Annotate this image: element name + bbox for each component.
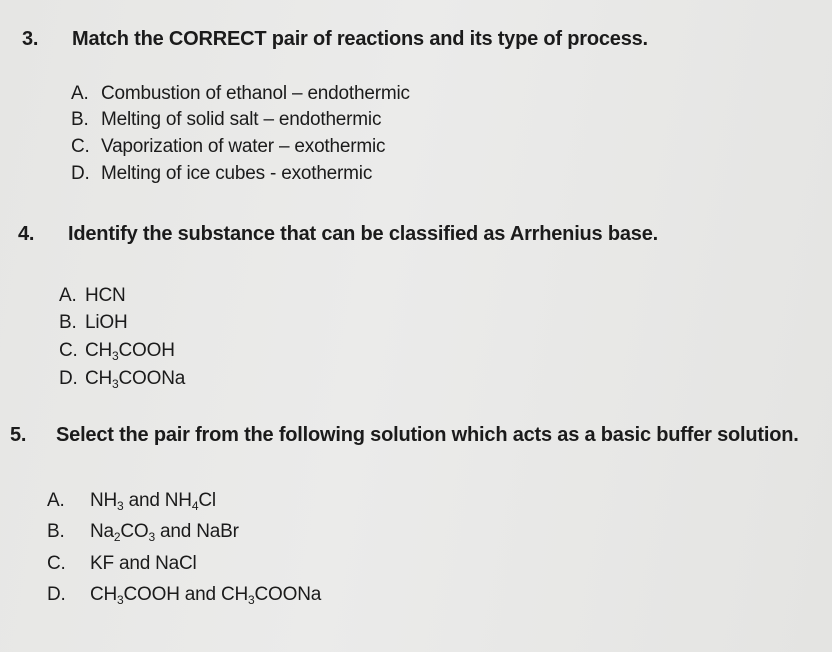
option-d[interactable] [59, 368, 185, 390]
question-3-stem [22, 28, 648, 51]
formula-text: COOH [118, 340, 175, 361]
option-c[interactable] [59, 340, 175, 362]
subscript: 2 [113, 530, 121, 544]
option-b[interactable] [47, 521, 239, 543]
option-a[interactable] [47, 490, 216, 512]
subscript: 3 [112, 377, 119, 391]
option-letter: B. [59, 312, 77, 333]
subscript: 4 [191, 499, 199, 513]
option-letter: C. [47, 553, 66, 574]
option-a[interactable] [71, 83, 410, 105]
formula-text: CH [85, 368, 113, 389]
option-letter: A. [59, 285, 77, 306]
option-b[interactable] [59, 312, 128, 334]
formula-text: Cl [198, 490, 216, 511]
stem-text: pair of reactions and its type of process. [266, 28, 648, 50]
option-letter: A. [47, 490, 65, 511]
option-a[interactable] [59, 285, 126, 307]
formula-text: COONa [254, 584, 322, 605]
stem-emphasis: CORRECT [168, 28, 267, 50]
option-letter: C. [71, 136, 90, 157]
formula-text: and NaBr [154, 521, 239, 542]
formula-text: CH [85, 340, 113, 361]
option-letter: A. [71, 83, 89, 104]
option-letter: D. [71, 163, 90, 184]
question-number: 5. [10, 424, 27, 446]
formula-text: Na [90, 521, 114, 542]
subscript: 3 [148, 530, 155, 544]
stem-text: Identify the substance that can be classified as Arrhenius base. [68, 223, 658, 245]
option-text: LiOH [85, 312, 128, 333]
option-c[interactable] [47, 553, 197, 575]
option-letter: B. [71, 109, 89, 130]
option-c[interactable] [71, 136, 385, 158]
option-text: KF and NaCl [90, 553, 197, 574]
formula-text: NH [90, 490, 118, 511]
option-letter: C. [59, 340, 78, 361]
subscript: 3 [117, 499, 124, 513]
option-d[interactable] [71, 163, 372, 185]
formula-text: and NH [123, 490, 192, 511]
option-text: Melting of solid salt – endothermic [101, 109, 382, 130]
option-letter: D. [47, 584, 66, 605]
formula-text: CH [90, 584, 118, 605]
subscript: 3 [248, 593, 255, 607]
formula-text: COONa [118, 368, 186, 389]
question-number: 3. [22, 28, 39, 50]
stem-text: Match the [72, 28, 169, 50]
question-5-stem [10, 424, 799, 447]
subscript: 3 [112, 349, 119, 363]
option-text: Melting of ice cubes - exothermic [101, 163, 373, 184]
option-text: Combustion of ethanol – endothermic [101, 83, 410, 104]
option-text: Vaporization of water – exothermic [101, 136, 386, 157]
question-4-stem [18, 223, 658, 246]
question-number: 4. [18, 223, 35, 245]
option-letter: B. [47, 521, 65, 542]
formula-text: CO [120, 521, 149, 542]
option-b[interactable] [71, 109, 381, 131]
option-d[interactable] [47, 584, 321, 606]
stem-text: Select the pair from the following solution which acts as a basic buffer solution. [56, 424, 799, 446]
subscript: 3 [117, 593, 124, 607]
option-letter: D. [59, 368, 78, 389]
formula-text: COOH and CH [123, 584, 249, 605]
option-text: HCN [85, 285, 126, 306]
